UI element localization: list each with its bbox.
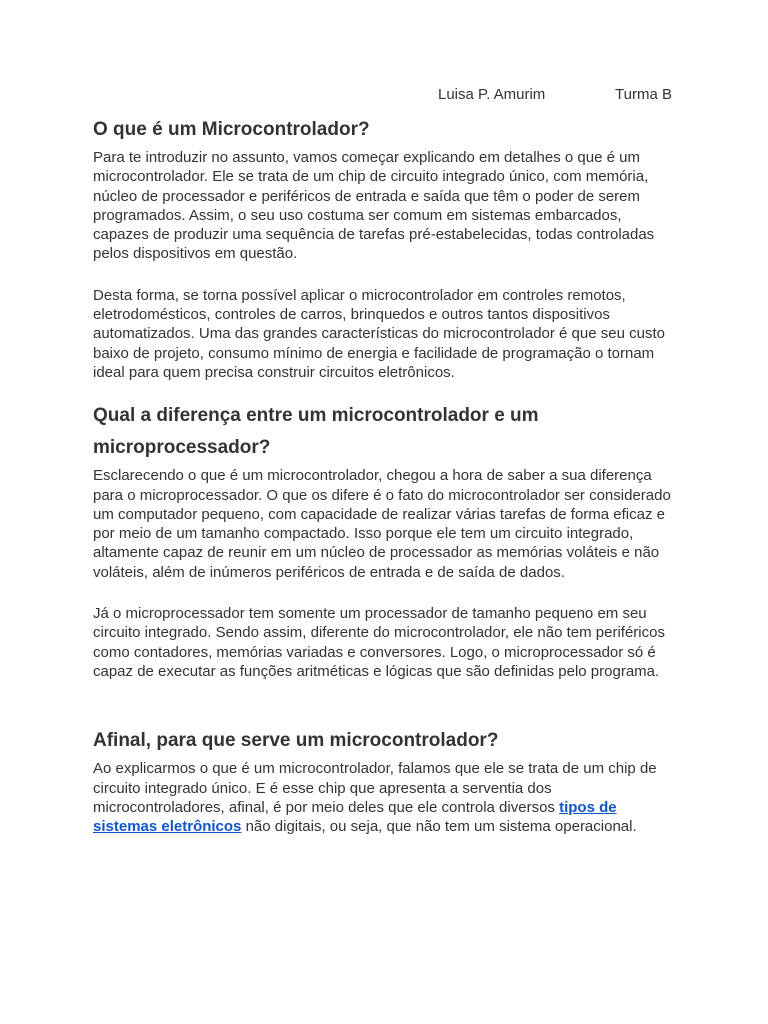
paragraph-purpose-text-before: Ao explicarmos o que é um microcontrolador, falamos que ele se trata de um chip de circuito integrado único. E é esse chip que apresenta a serventia dos microcontroladores, afinal, é por meio deles que ele controla diversos	[93, 760, 657, 816]
author-name: Luisa P. Amurim	[438, 86, 546, 103]
section-title-difference: Qual a diferença entre um microcontrolador e um microprocessador?	[93, 405, 539, 459]
electronic-systems-link[interactable]: tipos de sistemas eletrônicos	[93, 798, 617, 836]
paragraph-purpose	[93, 759, 678, 836]
paragraph-difference-1: Esclarecendo o que é um microcontrolador, chegou a hora de saber a sua diferença para o microprocessador. O que os difere é o fato do microcontrolador ser considerado um computador pequeno, com capacidade de realizar várias tarefas de forma eficaz e por meio de um tamanho compactado. Isso porque ele tem um circuito integrado, altamente capaz de reunir em um núcleo de processador as memórias voláteis e não voláteis, além de inúmeros periféricos de entrada e de saída de dados.	[93, 467, 671, 581]
class-name: Turma B	[615, 86, 672, 103]
paragraph-what-is-2: Desta forma, se torna possível aplicar o microcontrolador em controles remotos, eletrodomésticos, controles de carros, brinquedos e outros tantos dispositivos automatizados. Uma das grandes características do microcontrolador é que seu custo baixo de projeto, consumo mínimo de energia e facilidade de programação o tornam ideal para quem precisa construir circuitos eletrônicos.	[93, 286, 665, 381]
paragraph-what-is-1: Para te introduzir no assunto, vamos começar explicando em detalhes o que é um microcontrolador. Ele se trata de um chip de circuito integrado único, com memória, núcleo de processador e periféricos de entrada e saída que têm o poder de serem programados. Assim, o seu uso costuma ser comum em sistemas embarcados, capazes de produzir uma sequência de tarefas pré-estabelecidas, todas controladas pelos dispositivos em questão.	[93, 149, 655, 263]
section-title-what-is: O que é um Microcontrolador?	[93, 119, 370, 140]
paragraph-difference-2: Já o microprocessador tem somente um processador de tamanho pequeno em seu circuito integrado. Sendo assim, diferente do microcontrolador, ele não tem periféricos como contadores, memórias variadas e conversores. Logo, o microprocessador só é capaz de executar as funções aritméticas e lógicas que são definidas pelo programa.	[93, 605, 665, 680]
document-page	[93, 86, 678, 836]
section-title-purpose: Afinal, para que serve um microcontrolador?	[93, 730, 499, 752]
document-header	[93, 86, 678, 108]
paragraph-purpose-text-after: não digitais, ou seja, que não tem um sistema operacional.	[241, 818, 637, 836]
